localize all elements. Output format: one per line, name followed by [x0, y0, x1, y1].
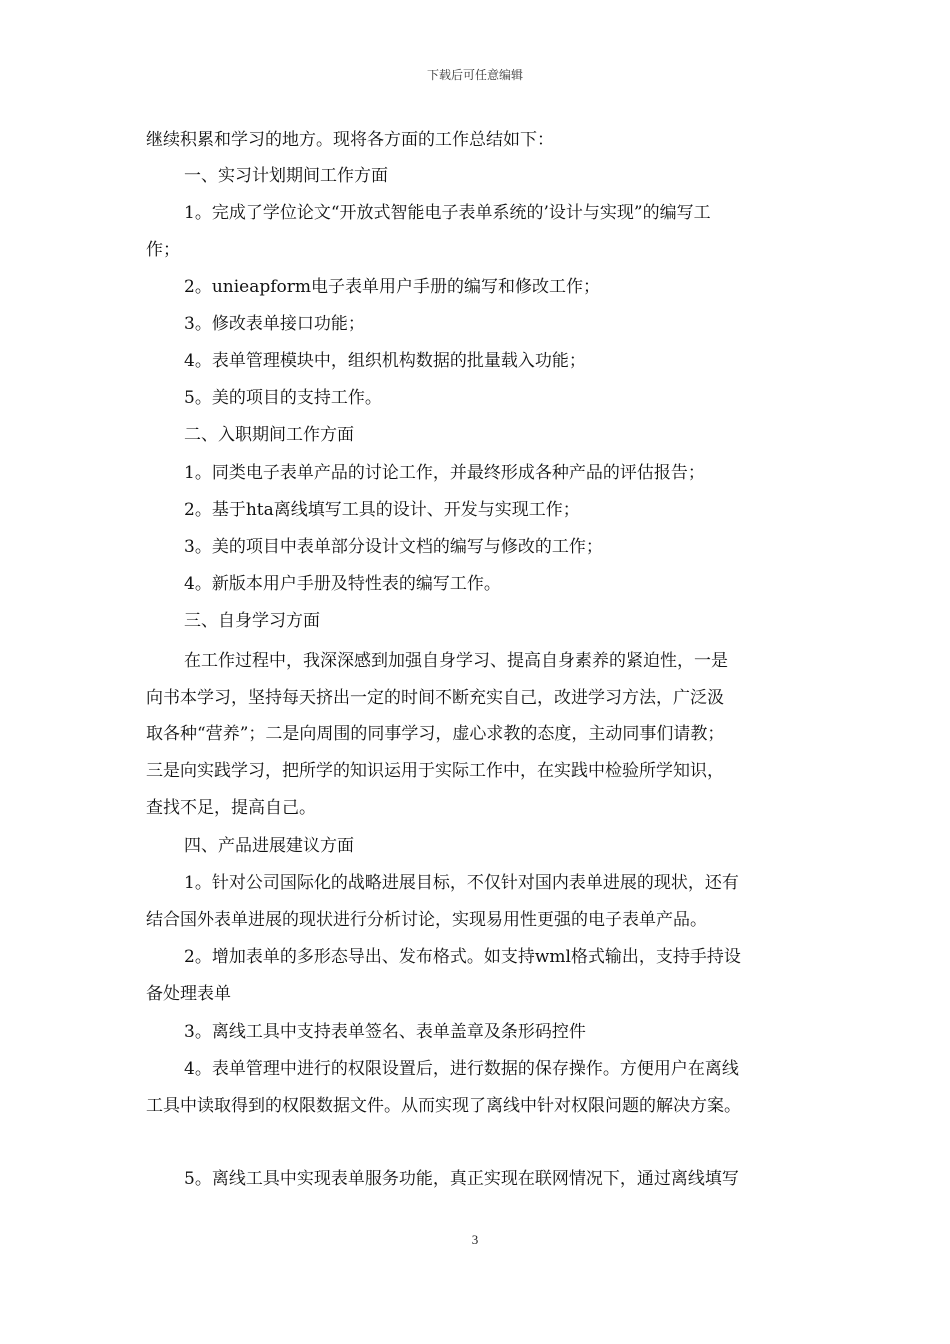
list-item: 1。针对公司国际化的战略进展目标，不仅针对国内表单进展的现状，还有 [184, 873, 739, 893]
list-item: 3。离线工具中支持表单签名、表单盖章及条形码控件 [184, 1022, 586, 1042]
text-line: 备处理表单 [146, 984, 231, 1004]
list-item: 5。离线工具中实现表单服务功能，真正实现在联网情况下，通过离线填写 [184, 1169, 739, 1189]
text-line: 三是向实践学习，把所学的知识运用于实际工作中，在实践中检验所学知识， [146, 761, 724, 781]
page-header: 下载后可任意编辑 [426, 68, 523, 82]
text-line: 向书本学习，坚持每天挤出一定的时间不断充实自己，改进学习方法，广泛汲 [146, 688, 724, 708]
list-item: 2。unieapform电子表单用户手册的编写和修改工作； [184, 277, 601, 297]
text-line: 取各种“营养”；二是向周围的同事学习，虚心求教的态度，主动同事们请教； [146, 724, 725, 744]
text-line: 结合国外表单进展的现状进行分析讨论，实现易用性更强的电子表单产品。 [146, 910, 707, 930]
text-line: 查找不足，提高自己。 [146, 798, 316, 818]
section-heading: 三、自身学习方面 [184, 611, 320, 631]
list-item: 2。增加表单的多形态导出、发布格式。如支持wml格式输出，支持手持设 [184, 947, 741, 967]
text-line: 工具中读取得到的权限数据文件。从而实现了离线中针对权限问题的解决方案。 [146, 1096, 741, 1116]
list-item: 3。修改表单接口功能； [184, 314, 365, 334]
list-item: 5。美的项目的支持工作。 [184, 388, 382, 408]
section-heading: 一、实习计划期间工作方面 [184, 166, 388, 186]
list-item: 4。新版本用户手册及特性表的编写工作。 [184, 574, 501, 594]
section-heading: 二、入职期间工作方面 [184, 425, 354, 445]
list-item: 1。同类电子表单产品的讨论工作，并最终形成各种产品的评估报告； [184, 463, 705, 483]
page-number: 3 [471, 1232, 479, 1247]
list-item: 1。完成了学位论文“开放式智能电子表单系统的’设计与实现”的编写工 [184, 203, 711, 223]
list-item: 3。美的项目中表单部分设计文档的编写与修改的工作； [184, 537, 603, 557]
list-item: 4。表单管理模块中，组织机构数据的批量载入功能； [184, 351, 586, 371]
text-line: 继续积累和学习的地方。现将各方面的工作总结如下： [146, 130, 554, 150]
list-item: 2。基于hta离线填写工具的设计、开发与实现工作； [184, 500, 580, 520]
text-line: 作； [146, 240, 180, 260]
section-heading: 四、产品进展建议方面 [184, 836, 354, 856]
list-item: 4。表单管理中进行的权限设置后，进行数据的保存操作。方便用户在离线 [184, 1059, 739, 1079]
text-line: 在工作过程中，我深深感到加强自身学习、提高自身素养的紧迫性，一是 [184, 651, 728, 671]
